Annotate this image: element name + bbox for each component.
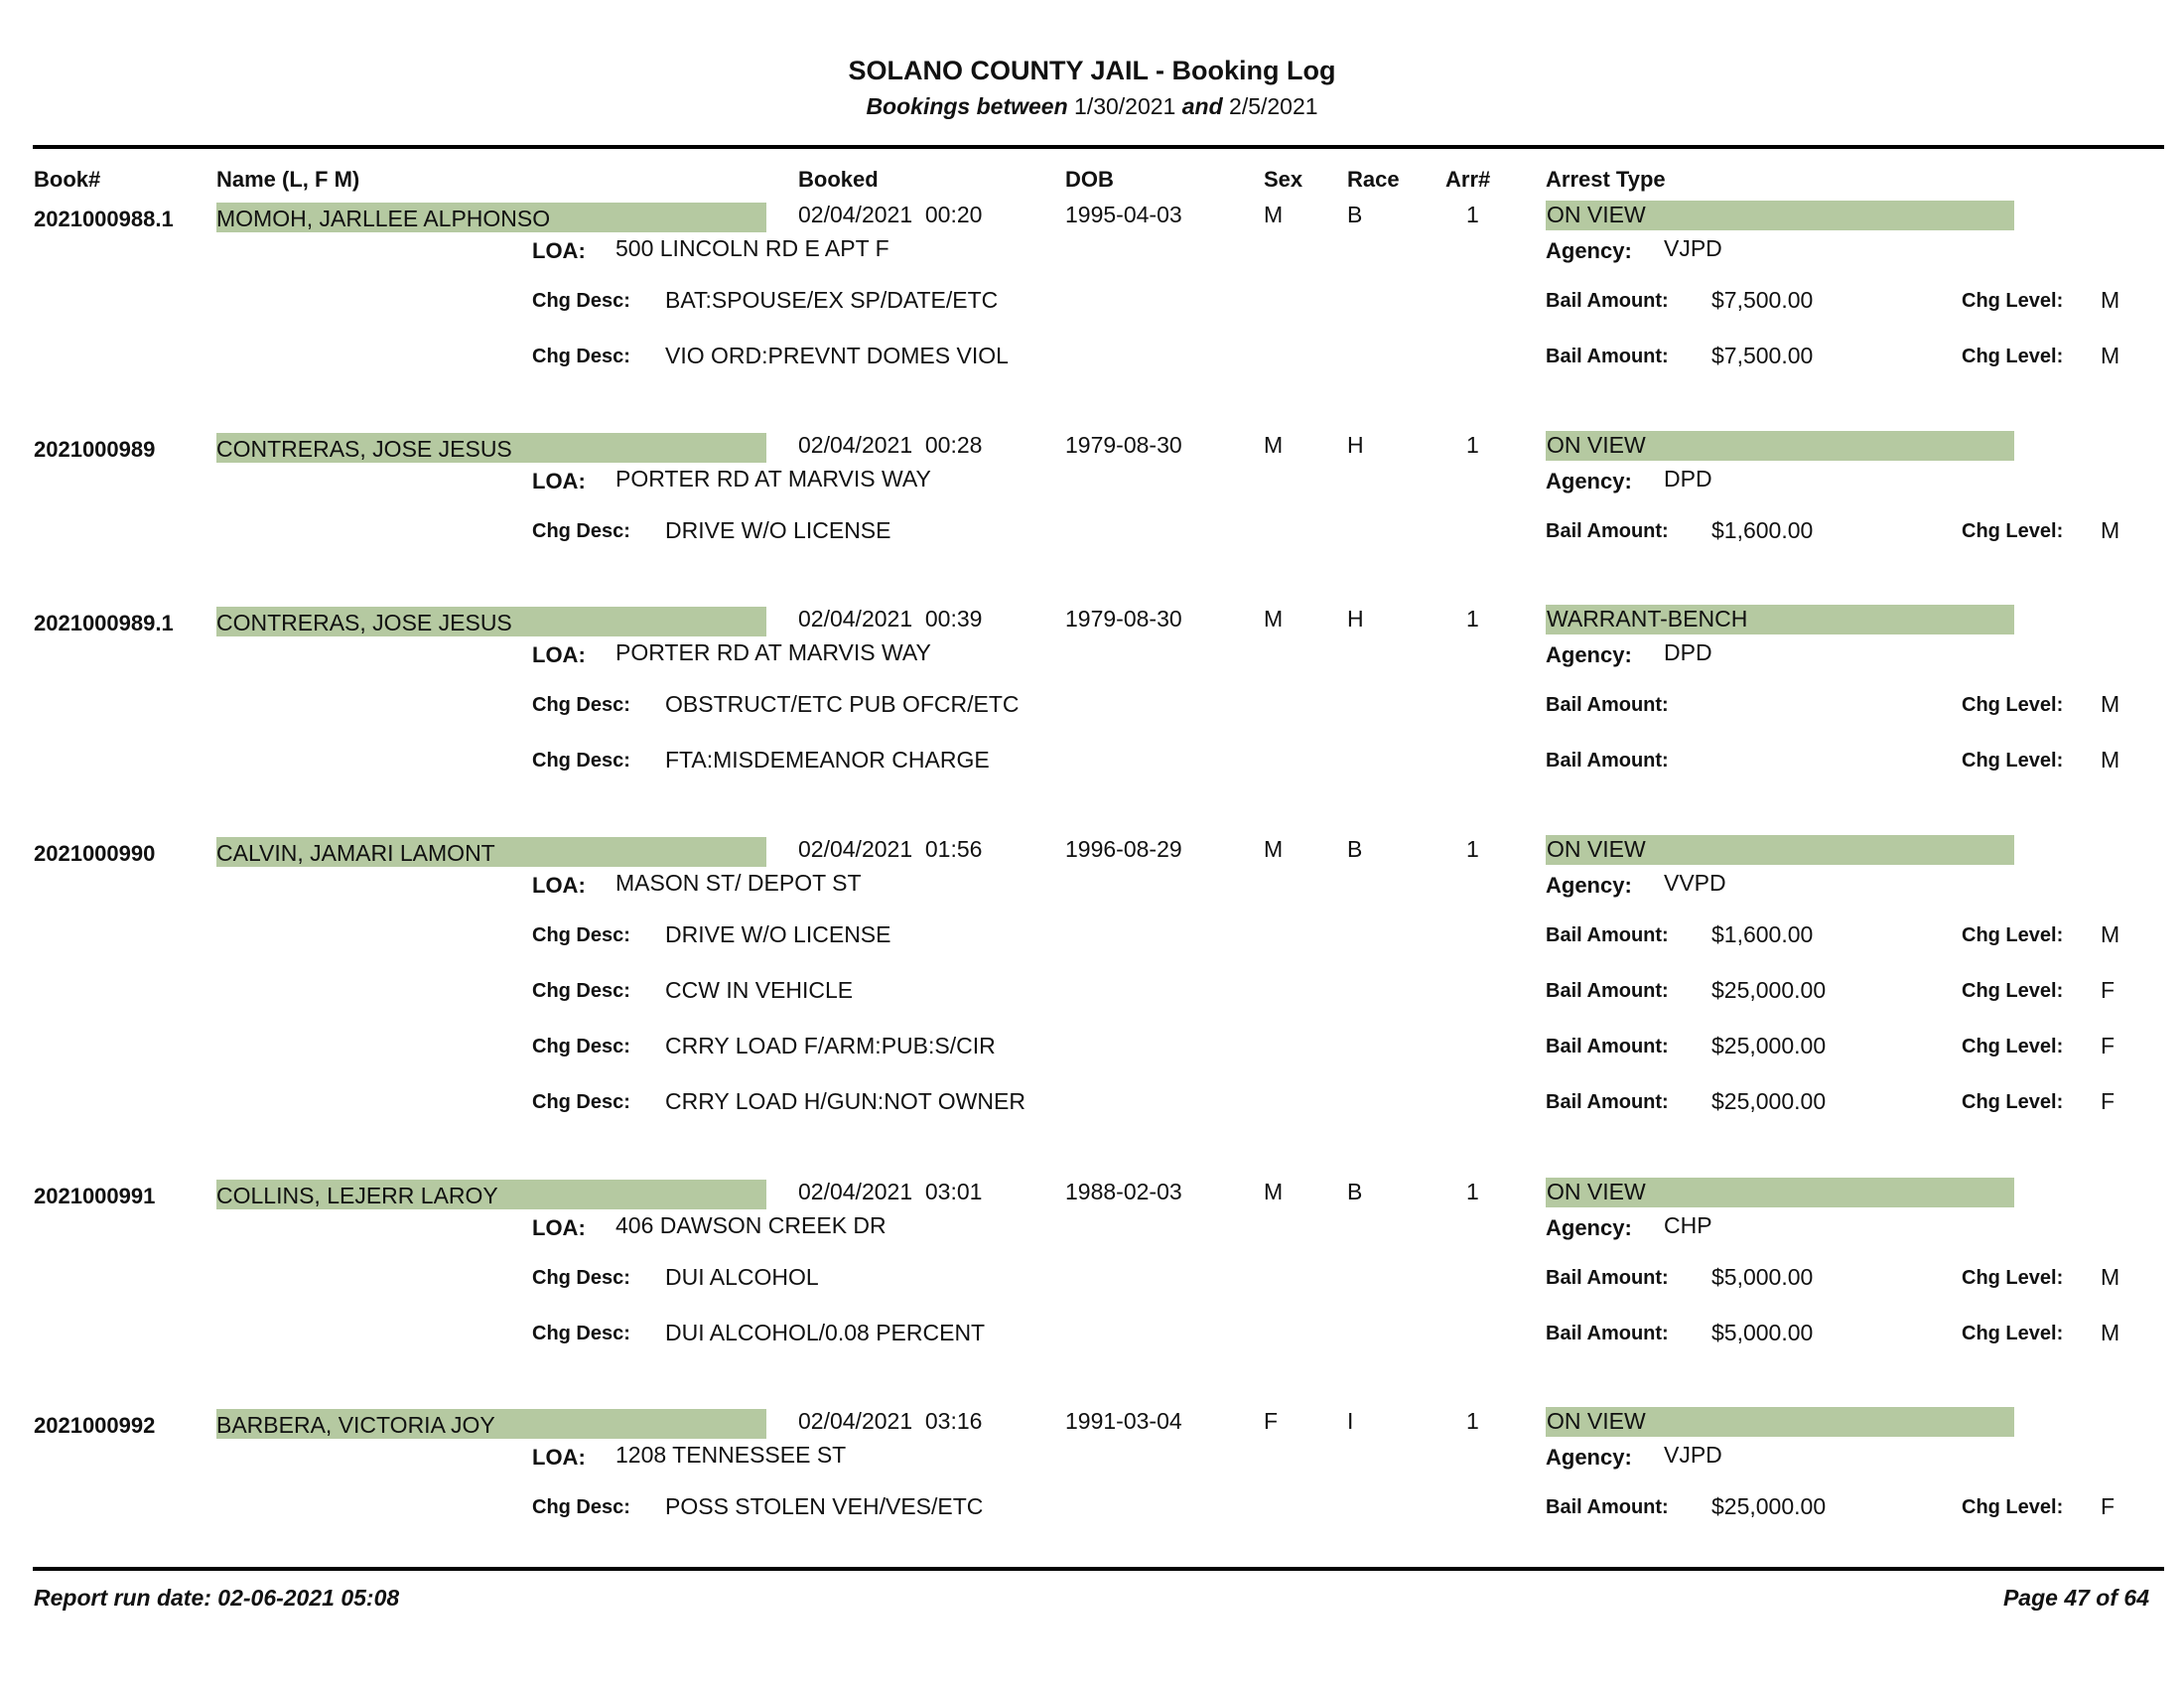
bail-amount-label: Bail Amount: — [1546, 1091, 1669, 1113]
race-value: H — [1347, 432, 1364, 458]
loa-label: LOA: — [532, 469, 586, 493]
loa-address: PORTER RD AT MARVIS WAY — [615, 466, 931, 492]
chg-desc-label: Chg Desc: — [532, 1091, 630, 1113]
col-header-booked: Booked — [798, 167, 879, 192]
bail-amount-label: Bail Amount: — [1546, 1496, 1669, 1518]
charge-description: DUI ALCOHOL/0.08 PERCENT — [665, 1320, 986, 1345]
bail-amount: $1,600.00 — [1711, 921, 1814, 947]
chg-level-label: Chg Level: — [1962, 1323, 2064, 1344]
loa-label: LOA: — [532, 642, 586, 667]
footer-rule — [33, 1567, 2164, 1571]
report-title: SOLANO COUNTY JAIL - Booking Log — [848, 56, 1336, 85]
agency-label: Agency: — [1546, 1445, 1632, 1470]
date-of-birth: 1991-03-04 — [1065, 1408, 1182, 1434]
chg-desc-label: Chg Desc: — [532, 924, 630, 946]
arrest-type: ON VIEW — [1547, 202, 1646, 227]
col-header-arrest-type: Arrest Type — [1546, 167, 1666, 192]
inmate-name: COLLINS, LEJERR LAROY — [216, 1183, 498, 1208]
loa-label: LOA: — [532, 238, 586, 263]
col-header-arr: Arr# — [1445, 167, 1491, 192]
header-rule — [33, 145, 2164, 149]
charge-level: M — [2101, 691, 2120, 717]
chg-desc-label: Chg Desc: — [532, 694, 630, 716]
charge-level: F — [2101, 1033, 2116, 1058]
inmate-name: CALVIN, JAMARI LAMONT — [216, 840, 495, 866]
date-of-birth: 1979-08-30 — [1065, 432, 1182, 458]
bail-amount-label: Bail Amount: — [1546, 694, 1669, 716]
chg-desc-label: Chg Desc: — [532, 520, 630, 542]
agency-value: DPD — [1664, 639, 1712, 665]
chg-level-label: Chg Level: — [1962, 980, 2064, 1002]
chg-level-label: Chg Level: — [1962, 924, 2064, 946]
booked-datetime: 02/04/2021 03:01 — [798, 1179, 983, 1204]
bail-amount-label: Bail Amount: — [1546, 750, 1669, 772]
booking-number: 2021000990 — [34, 841, 156, 866]
arrest-number: 1 — [1466, 836, 1479, 862]
bail-amount: $25,000.00 — [1711, 1088, 1827, 1114]
end-date: 2/5/2021 — [1229, 93, 1318, 119]
chg-desc-label: Chg Desc: — [532, 1267, 630, 1289]
page-number: Page 47 of 64 — [2002, 1585, 2149, 1611]
chg-desc-label: Chg Desc: — [532, 980, 630, 1002]
chg-level-label: Chg Level: — [1962, 1267, 2064, 1289]
date-of-birth: 1996-08-29 — [1065, 836, 1182, 862]
charge-description: CCW IN VEHICLE — [665, 977, 854, 1003]
charge-description: DRIVE W/O LICENSE — [665, 921, 891, 947]
bail-amount-label: Bail Amount: — [1546, 1267, 1669, 1289]
agency-value: DPD — [1664, 466, 1712, 492]
chg-level-label: Chg Level: — [1962, 290, 2064, 312]
booked-datetime: 02/04/2021 03:16 — [798, 1408, 983, 1434]
charge-level: M — [2101, 1264, 2120, 1290]
charge-description: BAT:SPOUSE/EX SP/DATE/ETC — [665, 287, 999, 313]
booking-number: 2021000989 — [34, 437, 156, 462]
booked-datetime: 02/04/2021 00:20 — [798, 202, 983, 227]
charge-level: F — [2101, 1493, 2116, 1519]
charge-level: F — [2101, 977, 2116, 1003]
charge-description: CRRY LOAD H/GUN:NOT OWNER — [665, 1088, 1025, 1114]
date-of-birth: 1988-02-03 — [1065, 1179, 1182, 1204]
charge-description: FTA:MISDEMEANOR CHARGE — [665, 747, 990, 773]
chg-level-label: Chg Level: — [1962, 1496, 2064, 1518]
bail-amount: $7,500.00 — [1711, 343, 1814, 368]
charge-level: M — [2101, 921, 2120, 947]
chg-desc-label: Chg Desc: — [532, 750, 630, 772]
sex-value: M — [1264, 1179, 1284, 1204]
bail-amount: $25,000.00 — [1711, 977, 1827, 1003]
bail-amount-label: Bail Amount: — [1546, 520, 1669, 542]
charge-level: M — [2101, 517, 2120, 543]
bail-amount: $1,600.00 — [1711, 517, 1814, 543]
booking-number: 2021000991 — [34, 1184, 156, 1208]
inmate-name: BARBERA, VICTORIA JOY — [216, 1412, 495, 1438]
arrest-number: 1 — [1466, 606, 1479, 632]
agency-label: Agency: — [1546, 873, 1632, 898]
agency-value: VJPD — [1664, 1442, 1722, 1468]
chg-level-label: Chg Level: — [1962, 346, 2064, 367]
bail-amount: $25,000.00 — [1711, 1033, 1827, 1058]
sex-value: M — [1264, 202, 1284, 227]
chg-desc-label: Chg Desc: — [532, 1323, 630, 1344]
sex-value: M — [1264, 606, 1284, 632]
race-value: I — [1347, 1408, 1354, 1434]
chg-desc-label: Chg Desc: — [532, 1036, 630, 1057]
booking-number: 2021000989.1 — [34, 611, 174, 635]
charge-description: OBSTRUCT/ETC PUB OFCR/ETC — [665, 691, 1020, 717]
bail-amount-label: Bail Amount: — [1546, 1036, 1669, 1057]
sex-value: F — [1264, 1408, 1279, 1434]
arrest-type: ON VIEW — [1547, 432, 1646, 458]
booking-number: 2021000988.1 — [34, 207, 174, 231]
bail-amount-label: Bail Amount: — [1546, 980, 1669, 1002]
arrest-type: ON VIEW — [1547, 1179, 1646, 1204]
report-subtitle — [0, 93, 2184, 120]
col-header-dob: DOB — [1065, 167, 1114, 192]
agency-label: Agency: — [1546, 1215, 1632, 1240]
loa-label: LOA: — [532, 1215, 586, 1240]
sex-value: M — [1264, 836, 1284, 862]
bail-amount-label: Bail Amount: — [1546, 1323, 1669, 1344]
chg-level-label: Chg Level: — [1962, 1036, 2064, 1057]
booked-datetime: 02/04/2021 00:28 — [798, 432, 983, 458]
loa-address: 500 LINCOLN RD E APT F — [615, 235, 889, 261]
agency-value: VJPD — [1664, 235, 1722, 261]
charge-description: POSS STOLEN VEH/VES/ETC — [665, 1493, 984, 1519]
sex-value: M — [1264, 432, 1284, 458]
loa-address: PORTER RD AT MARVIS WAY — [615, 639, 931, 665]
loa-label: LOA: — [532, 1445, 586, 1470]
bail-amount: $5,000.00 — [1711, 1264, 1814, 1290]
booked-datetime: 02/04/2021 01:56 — [798, 836, 983, 862]
agency-label: Agency: — [1546, 642, 1632, 667]
col-header-race: Race — [1347, 167, 1400, 192]
loa-address: MASON ST/ DEPOT ST — [615, 870, 862, 896]
chg-level-label: Chg Level: — [1962, 694, 2064, 716]
chg-desc-label: Chg Desc: — [532, 290, 630, 312]
charge-level: M — [2101, 343, 2120, 368]
arrest-type: ON VIEW — [1547, 1408, 1646, 1434]
bail-amount-label: Bail Amount: — [1546, 924, 1669, 946]
date-of-birth: 1995-04-03 — [1065, 202, 1182, 227]
chg-desc-label: Chg Desc: — [532, 1496, 630, 1518]
col-header-book: Book# — [34, 167, 101, 192]
arrest-number: 1 — [1466, 1179, 1479, 1204]
race-value: B — [1347, 202, 1363, 227]
bail-amount: $7,500.00 — [1711, 287, 1814, 313]
inmate-name: CONTRERAS, JOSE JESUS — [216, 436, 512, 462]
inmate-name: MOMOH, JARLLEE ALPHONSO — [216, 206, 551, 231]
chg-level-label: Chg Level: — [1962, 750, 2064, 772]
loa-address: 1208 TENNESSEE ST — [615, 1442, 847, 1468]
agency-label: Agency: — [1546, 238, 1632, 263]
charge-description: CRRY LOAD F/ARM:PUB:S/CIR — [665, 1033, 996, 1058]
booking-number: 2021000992 — [34, 1413, 156, 1438]
agency-value: VVPD — [1664, 870, 1726, 896]
race-value: H — [1347, 606, 1364, 632]
bail-amount-label: Bail Amount: — [1546, 290, 1669, 312]
race-value: B — [1347, 836, 1363, 862]
charge-description: VIO ORD:PREVNT DOMES VIOL — [665, 343, 1009, 368]
charge-level: M — [2101, 1320, 2120, 1345]
loa-address: 406 DAWSON CREEK DR — [615, 1212, 887, 1238]
start-date: 1/30/2021 — [1074, 93, 1176, 119]
charge-description: DRIVE W/O LICENSE — [665, 517, 891, 543]
agency-value: CHP — [1664, 1212, 1712, 1238]
charge-level: M — [2101, 287, 2120, 313]
subtitle-and: and — [1181, 93, 1223, 119]
bail-amount: $5,000.00 — [1711, 1320, 1814, 1345]
subtitle-prefix: Bookings between — [866, 93, 1068, 119]
report-run-date: Report run date: 02-06-2021 05:08 — [34, 1585, 400, 1611]
arrest-type: WARRANT-BENCH — [1547, 606, 1748, 632]
charge-level: F — [2101, 1088, 2116, 1114]
col-header-name: Name (L, F M) — [216, 167, 360, 192]
arrest-number: 1 — [1466, 432, 1479, 458]
chg-level-label: Chg Level: — [1962, 520, 2064, 542]
chg-desc-label: Chg Desc: — [532, 346, 630, 367]
booked-datetime: 02/04/2021 00:39 — [798, 606, 983, 632]
charge-description: DUI ALCOHOL — [665, 1264, 819, 1290]
race-value: B — [1347, 1179, 1363, 1204]
bail-amount-label: Bail Amount: — [1546, 346, 1669, 367]
inmate-name: CONTRERAS, JOSE JESUS — [216, 610, 512, 635]
arrest-number: 1 — [1466, 202, 1479, 227]
loa-label: LOA: — [532, 873, 586, 898]
chg-level-label: Chg Level: — [1962, 1091, 2064, 1113]
col-header-sex: Sex — [1264, 167, 1303, 192]
date-of-birth: 1979-08-30 — [1065, 606, 1182, 632]
arrest-type: ON VIEW — [1547, 836, 1646, 862]
arrest-number: 1 — [1466, 1408, 1479, 1434]
bail-amount: $25,000.00 — [1711, 1493, 1827, 1519]
agency-label: Agency: — [1546, 469, 1632, 493]
charge-level: M — [2101, 747, 2120, 773]
